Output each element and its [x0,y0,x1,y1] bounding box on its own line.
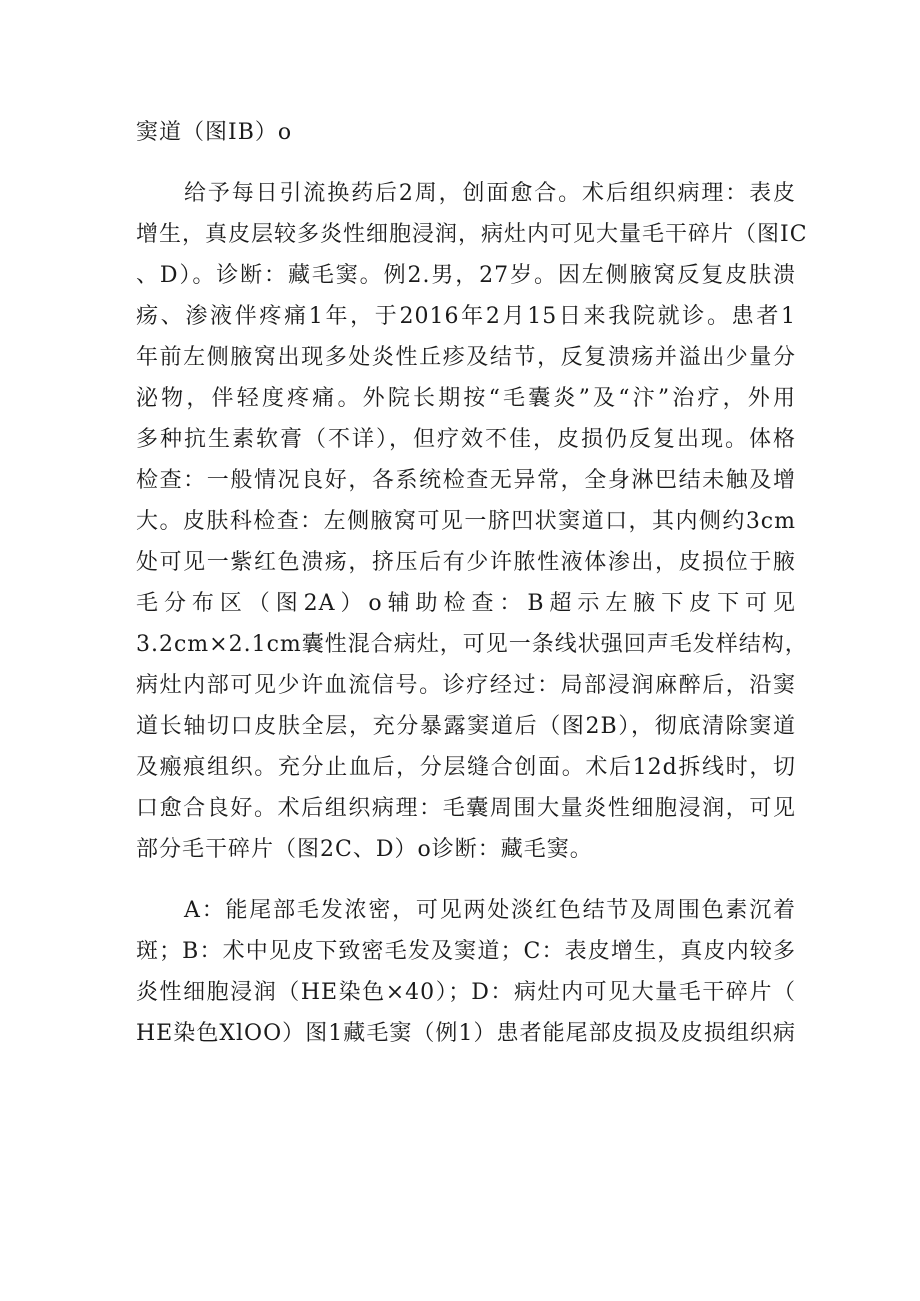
text-line-11: 处可见一紫红色溃疡，挤压后有少许脓性液体渗出，皮损位于腋 [136,550,796,575]
text-line-9: 检查：一般情况良好，各系统检查无异常，全身淋巴结未触及增 [136,468,796,493]
text-line-4: 、D）。诊断：藏毛窦。例2.男，27岁。因左侧腋窝反复皮肤溃 [136,263,796,288]
text-line-21: 炎性细胞浸润（HE染色×40）；D：病灶内可见大量毛干碎片（ [136,980,796,1005]
body-text [136,112,808,1054]
text-line-8: 多种抗生素软膏（不详），但疗效不佳，皮损仍反复出现。体格 [136,427,796,452]
text-line-12: 毛分布区（图2A）o辅助检查：B超示左腋下皮下可见 [136,591,796,616]
text-line-5: 疡、渗液伴疼痛1年，于2016年2月15日来我院就诊。患者1 [136,304,796,329]
text-line-22: HE染色XlOO）图1藏毛窦（例1）患者能尾部皮损及皮损组织病 [136,1021,796,1046]
text-line-2: 给予每日引流换药后2周，创面愈合。术后组织病理：表皮 [184,181,796,206]
text-line-13: 3.2cm×2.1cm囊性混合病灶，可见一条线状强回声毛发样结构， [136,632,808,657]
text-line-14: 病灶内部可见少许血流信号。诊疗经过：局部浸润麻醉后，沿窦 [136,673,796,698]
text-line-3: 增生，真皮层较多炎性细胞浸润，病灶内可见大量毛干碎片（图IC [136,222,808,247]
text-line-18: 部分毛干碎片（图2C、D）o诊断：藏毛窦。 [136,837,593,862]
text-line-16: 及瘢痕组织。充分止血后，分层缝合创面。术后12d拆线时，切 [136,755,796,780]
text-line-10: 大。皮肤科检查：左侧腋窝可见一脐凹状窦道口，其内侧约3cm [136,509,796,534]
text-line-6: 年前左侧腋窝出现多处炎性丘疹及结节，反复溃疡并溢出少量分 [136,345,796,370]
text-line-17: 口愈合良好。术后组织病理：毛囊周围大量炎性细胞浸润，可见 [136,796,796,821]
text-line-20: 斑；B：术中见皮下致密毛发及窦道；C：表皮增生，真皮内较多 [136,939,796,964]
text-line-7: 泌物，伴轻度疼痛。外院长期按“毛囊炎”及“汴”治疗，外用 [136,386,796,411]
text-line-19: A：能尾部毛发浓密，可见两处淡红色结节及周围色素沉着 [184,898,796,923]
text-line-1: 窦道（图IB）o [136,120,293,145]
text-line-15: 道长轴切口皮肤全层，充分暴露窦道后（图2B），彻底清除窦道 [136,714,796,739]
